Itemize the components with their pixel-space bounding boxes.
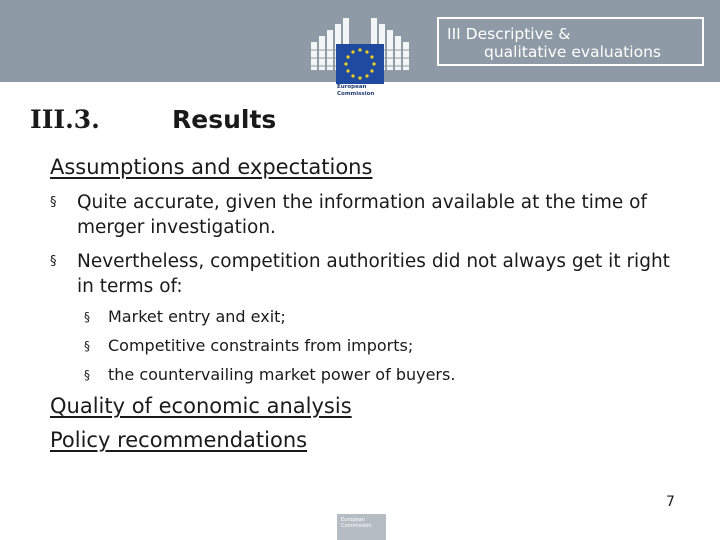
bullet-marker: § — [84, 310, 90, 324]
sub-bullet-text: Market entry and exit; — [108, 307, 286, 326]
slide-title: Results — [172, 105, 277, 134]
heading-policy-recommendations: Policy recommendations — [50, 428, 308, 452]
bullet-text: Nevertheless, competition authorities did not always get it right in terms of: — [77, 251, 670, 297]
bullet-marker: § — [84, 339, 90, 353]
bullet-marker: § — [84, 368, 90, 382]
heading-assumptions: Assumptions and expectations — [50, 155, 373, 179]
bullet-item — [50, 190, 680, 240]
footer-logo — [337, 514, 386, 540]
sub-bullet-item — [84, 335, 413, 357]
bullet-marker: § — [50, 254, 57, 269]
section-label-line2: qualitative evaluations — [484, 43, 661, 61]
section-label-line1: III Descriptive & — [447, 25, 571, 43]
bullet-text: Quite accurate, given the information available at the time of merger investigation. — [77, 192, 648, 238]
section-label-box — [437, 17, 704, 66]
bullet-item — [50, 249, 680, 299]
footer-logo-text: European Commission — [341, 517, 372, 529]
logo-label: European Commission — [337, 84, 375, 97]
slide-title-number: III.3. — [30, 105, 100, 134]
heading-quality-analysis: Quality of economic analysis — [50, 394, 352, 418]
sub-bullet-text: Competitive constraints from imports; — [108, 336, 414, 355]
page-number: 7 — [666, 494, 675, 510]
sub-bullet-item — [84, 364, 455, 386]
sub-bullet-item — [84, 306, 286, 328]
sub-bullet-text: the countervailing market power of buyers. — [108, 365, 456, 384]
bullet-marker: § — [50, 195, 57, 210]
